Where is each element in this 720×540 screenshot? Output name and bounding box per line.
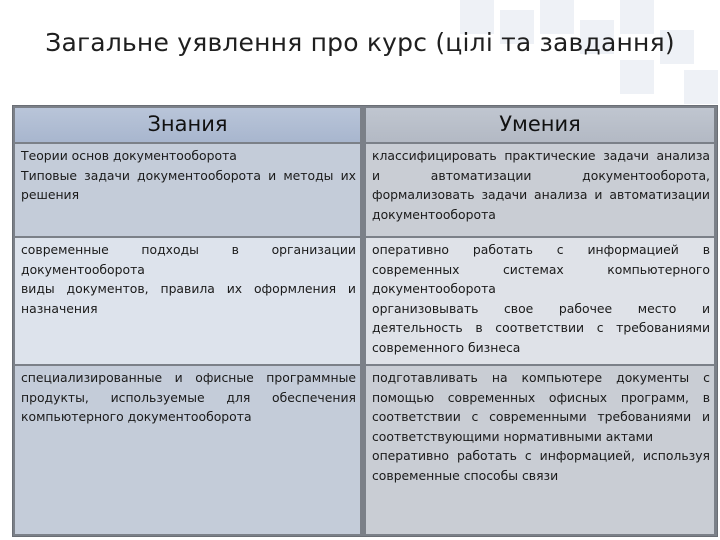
skills-cell <box>366 238 714 364</box>
header-skills-label: Умения <box>499 112 581 136</box>
header-skills <box>366 108 714 142</box>
knowledge-cell <box>15 144 360 236</box>
knowledge-text: Теории основ документооборота <box>21 148 237 163</box>
knowledge-text: Типовые задачи документооборота и методы их решения <box>21 167 356 202</box>
knowledge-text: специализированные и офисные программные продукты, используемые для обеспечения компьютерного документооборота <box>21 370 356 424</box>
header-knowledge <box>15 108 360 142</box>
skills-cell <box>366 366 714 534</box>
table-row <box>15 238 714 364</box>
knowledge-cell <box>15 238 360 364</box>
knowledge-skills-table <box>12 105 718 537</box>
skills-text: подготавливать на компьютере документы с помощью современных офисных программ, в соответствии с современными требованиями и соответствующими нормативными актами <box>372 370 710 444</box>
table-row <box>15 144 714 236</box>
slide-title: Загальне уявлення про курс (цілі та завдання) <box>45 28 675 57</box>
table-row <box>15 366 714 534</box>
knowledge-cell <box>15 366 360 534</box>
knowledge-text: виды документов, правила их оформления и назначения <box>21 281 356 316</box>
skills-text: оперативно работать с информацией в современных системах компьютерного документооборота <box>372 242 710 296</box>
header-knowledge-label: Знания <box>147 112 228 136</box>
skills-text: организовывать свое рабочее место и деятельность в соответствии с требованиями современного бизнеса <box>372 300 710 355</box>
skills-text: классифицировать практические задачи анализа и автоматизации документооборота, формализовать задачи анализа и автоматизации документооборота <box>372 148 710 222</box>
skills-text: оперативно работать с информацией, используя современные способы связи <box>372 448 710 483</box>
skills-cell <box>366 144 714 236</box>
knowledge-text: современные подходы в организации документооборота <box>21 242 356 277</box>
